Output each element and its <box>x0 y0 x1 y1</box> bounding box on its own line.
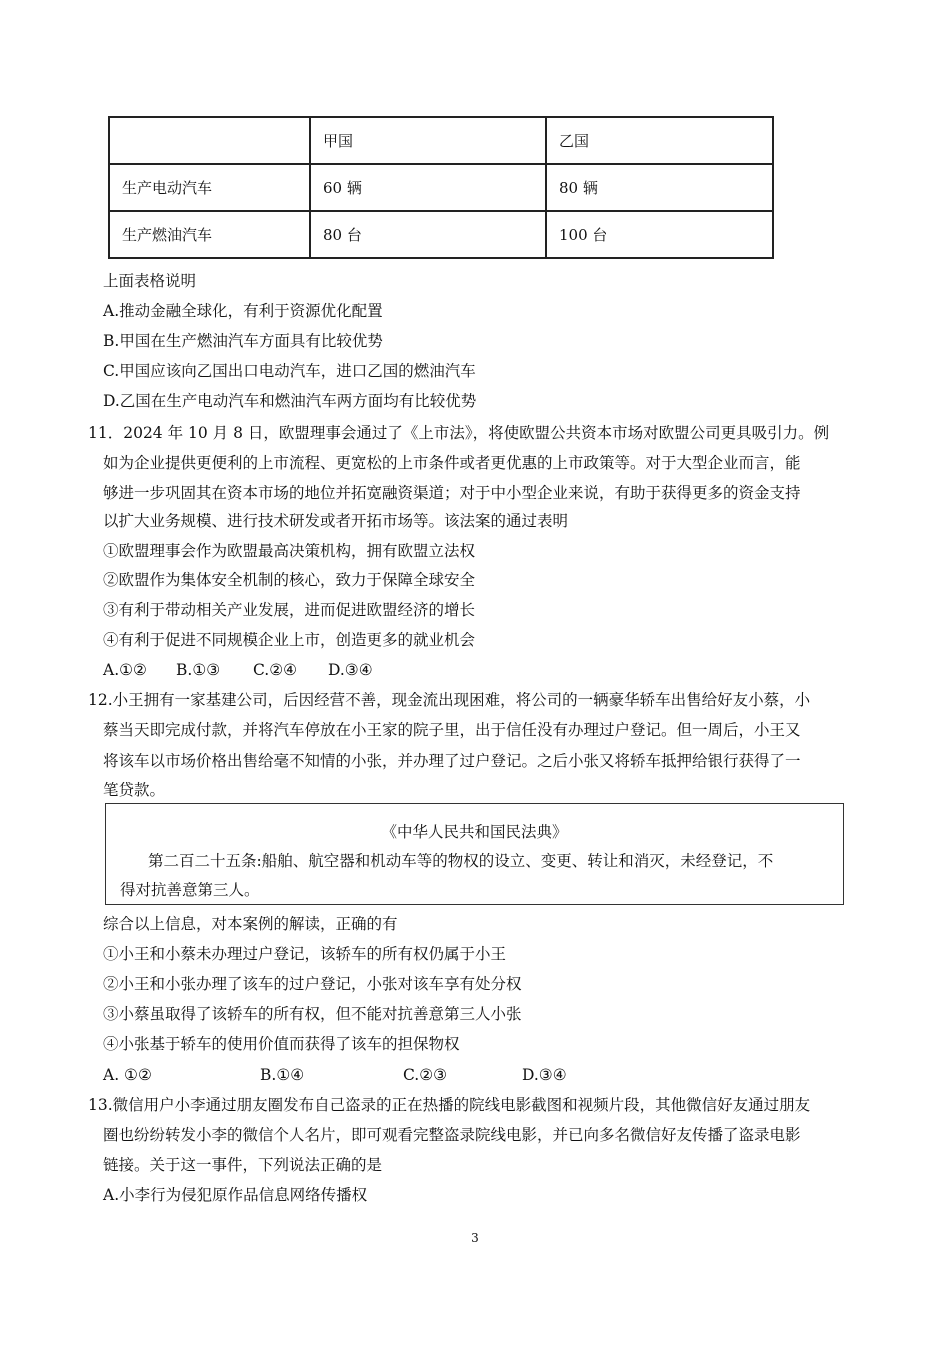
q13-line-3: 链接。关于这一事件，下列说法正确的是 <box>103 1156 383 1174</box>
law-title: 《中华人民共和国民法典》 <box>381 823 568 841</box>
q12-choice-d: D.③④ <box>522 1066 567 1084</box>
q10-option-a: A.推动金融全球化，有利于资源优化配置 <box>103 302 383 320</box>
table-cell <box>109 117 310 164</box>
table-cell: 生产燃油汽车 <box>109 211 310 258</box>
law-text-line-1: 第二百二十五条:船舶、航空器和机动车等的物权的设立、变更、转让和消灭，未经登记，不 <box>148 852 774 870</box>
q12-line-4: 笔贷款。 <box>103 781 166 799</box>
table-cell: 生产电动汽车 <box>109 164 310 211</box>
table-cell: 80 辆 <box>546 164 773 211</box>
q10-option-d: D.乙国在生产电动汽车和燃油汽车两方面均有比较优势 <box>103 392 477 410</box>
q11-line-1: 11．2024 年 10 月 8 日，欧盟理事会通过了《上市法》，将使欧盟公共资本市场对欧盟公司更具吸引力。例 <box>88 424 830 442</box>
q12-stem: 综合以上信息，对本案例的解读，正确的有 <box>103 915 398 933</box>
table-cell: 乙国 <box>546 117 773 164</box>
q11-choice-b: B.①③ <box>176 661 221 679</box>
law-text-line-2: 得对抗善意第三人。 <box>120 881 260 899</box>
q12-choice-a: A. ①② <box>103 1066 152 1084</box>
table-cell: 100 台 <box>546 211 773 258</box>
q11-choice-d: D.③④ <box>328 661 373 679</box>
comparison-table <box>108 116 774 259</box>
q13-line-2: 圈也纷纷转发小李的微信个人名片，即可观看完整盗录院线电影，并已向多名微信好友传播了盗录电影 <box>103 1126 801 1144</box>
q12-line-1: 12.小王拥有一家基建公司，后因经营不善，现金流出现困难，将公司的一辆豪华轿车出售给好友小蔡，小 <box>88 691 811 709</box>
q11-choice-a: A.①② <box>103 661 147 679</box>
q10-option-b: B.甲国在生产燃油汽车方面具有比较优势 <box>103 332 383 350</box>
q11-choices <box>103 660 373 680</box>
q11-choice-c: C.②④ <box>253 661 298 679</box>
q11-statement-1: ①欧盟理事会作为欧盟最高决策机构，拥有欧盟立法权 <box>103 542 476 560</box>
q12-line-2: 蔡当天即完成付款，并将汽车停放在小王家的院子里，出于信任没有办理过户登记。但一周后，小王又 <box>103 721 801 739</box>
q12-statement-1: ①小王和小蔡未办理过户登记，该轿车的所有权仍属于小王 <box>103 945 507 963</box>
table-cell: 甲国 <box>310 117 546 164</box>
q10-stem: 上面表格说明 <box>103 272 197 290</box>
q12-choices <box>103 1065 567 1085</box>
q13-line-1: 13.微信用户小李通过朋友圈发布自己盗录的正在热播的院线电影截图和视频片段，其他微信好友通过朋友 <box>88 1096 811 1114</box>
q11-statement-4: ④有利于促进不同规模企业上市，创造更多的就业机会 <box>103 631 476 649</box>
law-excerpt-box <box>105 803 844 905</box>
table-header-row <box>109 117 773 164</box>
table-row <box>109 211 773 258</box>
table-cell: 80 台 <box>310 211 546 258</box>
table-cell: 60 辆 <box>310 164 546 211</box>
page-number: 3 <box>471 1231 479 1245</box>
q12-choice-c: C.②③ <box>403 1066 448 1084</box>
q11-statement-3: ③有利于带动相关产业发展，进而促进欧盟经济的增长 <box>103 601 476 619</box>
q11-line-2: 如为企业提供更便利的上市流程、更宽松的上市条件或者更优惠的上市政策等。对于大型企业而言，能 <box>103 454 801 472</box>
q11-statement-2: ②欧盟作为集体安全机制的核心，致力于保障全球安全 <box>103 571 476 589</box>
q11-line-4: 以扩大业务规模、进行技术研发或者开拓市场等。该法案的通过表明 <box>103 512 569 530</box>
q12-statement-2: ②小王和小张办理了该车的过户登记，小张对该车享有处分权 <box>103 975 522 993</box>
q10-option-c: C.甲国应该向乙国出口电动汽车，进口乙国的燃油汽车 <box>103 362 476 380</box>
q12-statement-4: ④小张基于轿车的使用价值而获得了该车的担保物权 <box>103 1035 460 1053</box>
q12-line-3: 将该车以市场价格出售给毫不知情的小张，并办理了过户登记。之后小张又将轿车抵押给银行获得了一 <box>103 752 801 770</box>
q12-choice-b: B.①④ <box>260 1066 305 1084</box>
q11-line-3: 够进一步巩固其在资本市场的地位并拓宽融资渠道；对于中小型企业来说，有助于获得更多的资金支持 <box>103 484 801 502</box>
q13-option-a: A.小李行为侵犯原作品信息网络传播权 <box>103 1186 368 1204</box>
table-row <box>109 164 773 211</box>
q12-statement-3: ③小蔡虽取得了该轿车的所有权，但不能对抗善意第三人小张 <box>103 1005 522 1023</box>
